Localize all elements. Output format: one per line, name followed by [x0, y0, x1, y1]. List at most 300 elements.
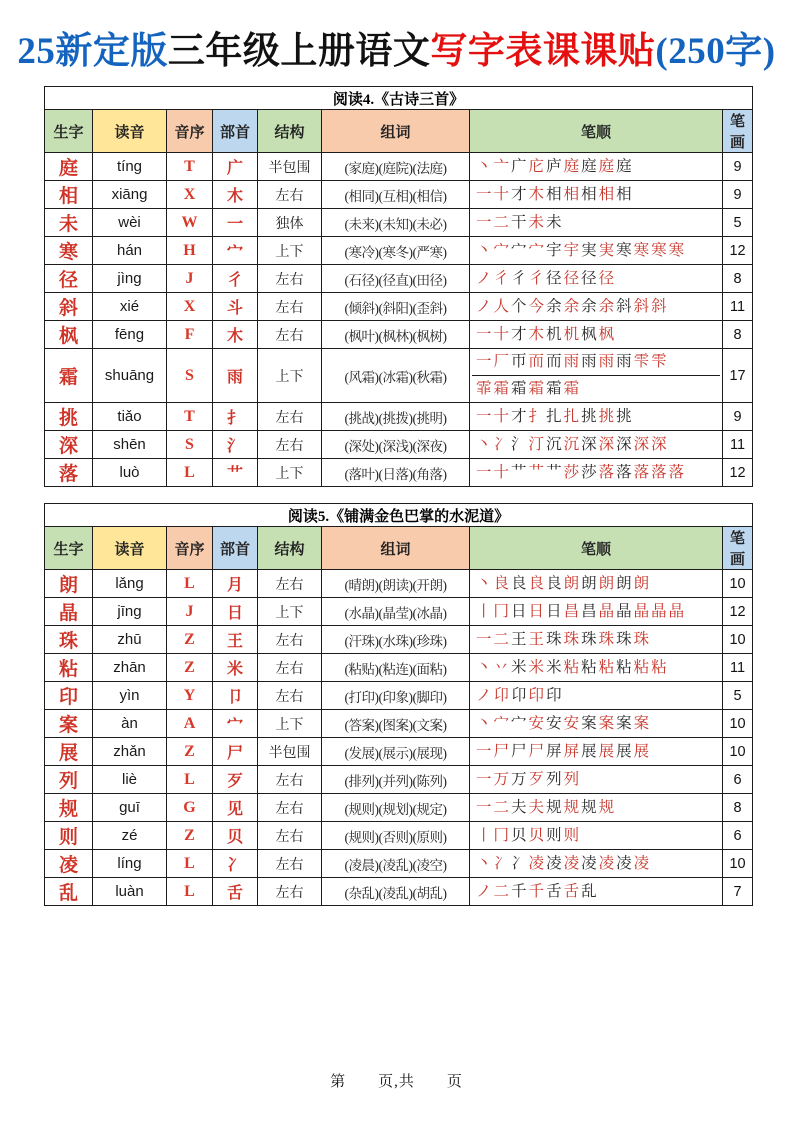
stroke-order-sequence: [472, 322, 720, 348]
stroke-step: 落: [668, 463, 687, 481]
stroke-step: 艹: [528, 463, 547, 481]
stroke-step: 二: [493, 798, 512, 816]
cell-initial: X: [167, 181, 213, 209]
cell-strokes: [470, 349, 723, 403]
character-row: [45, 822, 753, 850]
stroke-step: 展: [633, 742, 652, 760]
cell-structure: 左右: [258, 626, 322, 654]
stroke-step: 晶: [651, 602, 669, 620]
cell-strokes: [470, 850, 723, 878]
stroke-step: 凌: [563, 854, 582, 872]
cell-structure: 左右: [258, 654, 322, 682]
cell-char: 展: [45, 738, 93, 766]
stroke-order-sequence: [472, 879, 720, 905]
cell-words: (水晶)(晶莹)(冰晶): [322, 598, 470, 626]
stroke-step: 才: [511, 185, 529, 203]
cell-count: 10: [723, 710, 753, 738]
stroke-step: 良: [546, 574, 564, 592]
cell-count: 11: [723, 654, 753, 682]
stroke-step: 相: [546, 185, 564, 203]
cell-strokes: [470, 293, 723, 321]
character-row: [45, 738, 753, 766]
cell-pinyin: jìng: [93, 265, 167, 293]
stroke-step: 庭: [581, 157, 599, 175]
stroke-order-sequence: [472, 627, 720, 653]
character-row: [45, 766, 753, 794]
stroke-order-sequence: [472, 599, 720, 625]
stroke-step: 挑: [616, 407, 634, 425]
stroke-step: 十: [493, 325, 512, 343]
cell-radical: 氵: [213, 431, 258, 459]
cell-pinyin: luò: [93, 459, 167, 487]
cell-initial: H: [167, 237, 213, 265]
stroke-step: 寒: [668, 241, 687, 259]
cell-initial: Z: [167, 822, 213, 850]
cell-radical: 宀: [213, 237, 258, 265]
stroke-step: 深: [616, 435, 634, 453]
cell-radical: 见: [213, 794, 258, 822]
stroke-step: 冂: [493, 826, 512, 844]
cell-char: 径: [45, 265, 93, 293]
stroke-step: 案: [616, 714, 634, 732]
cell-radical: 宀: [213, 710, 258, 738]
cell-structure: 独体: [258, 209, 322, 237]
stroke-step: 凌: [528, 854, 547, 872]
stroke-step: 珠: [563, 630, 582, 648]
cell-structure: 左右: [258, 293, 322, 321]
cell-count: 12: [723, 598, 753, 626]
stroke-step: 丷: [493, 658, 512, 676]
stroke-step: 斜: [633, 297, 652, 315]
cell-count: 10: [723, 738, 753, 766]
stroke-step: 余: [546, 297, 564, 315]
stroke-order-sequence: [472, 294, 720, 320]
column-header-radical: 部首: [213, 110, 258, 153]
stroke-step: 雨: [581, 353, 599, 370]
stroke-step: 珠: [581, 630, 599, 648]
stroke-step: 朗: [581, 574, 599, 592]
cell-strokes: [470, 598, 723, 626]
stroke-step: 尸: [511, 742, 529, 760]
stroke-step: 寒: [651, 241, 669, 259]
cell-initial: T: [167, 153, 213, 181]
stroke-step: 雨: [616, 353, 634, 370]
stroke-step: 径: [563, 269, 582, 287]
stroke-step: 凌: [616, 854, 634, 872]
column-header-strokes: 笔顺: [470, 527, 723, 570]
cell-radical: 冫: [213, 850, 258, 878]
stroke-order-sequence: [472, 432, 720, 458]
cell-count: 10: [723, 570, 753, 598]
cell-pinyin: yìn: [93, 682, 167, 710]
stroke-step: 丶: [476, 241, 494, 259]
stroke-step: 粘: [581, 658, 599, 676]
stroke-step: 则: [546, 826, 564, 844]
cell-initial: L: [167, 570, 213, 598]
stroke-step: 而: [546, 353, 564, 370]
cell-count: 7: [723, 878, 753, 906]
cell-radical: 贝: [213, 822, 258, 850]
worksheet-table-1: [44, 86, 753, 487]
cell-char: 朗: [45, 570, 93, 598]
column-header-structure: 结构: [258, 110, 322, 153]
stroke-step: 一: [476, 770, 494, 788]
stroke-step: 粘: [598, 658, 617, 676]
cell-structure: 左右: [258, 181, 322, 209]
stroke-step: 万: [511, 770, 529, 788]
cell-structure: 上下: [258, 237, 322, 265]
cell-char: 相: [45, 181, 93, 209]
cell-pinyin: zhān: [93, 654, 167, 682]
cell-pinyin: jīng: [93, 598, 167, 626]
stroke-step: 卬: [511, 686, 529, 704]
cell-char: 落: [45, 459, 93, 487]
cell-strokes: [470, 403, 723, 431]
stroke-step: 相: [598, 185, 617, 203]
column-header-pinyin: 读音: [93, 527, 167, 570]
stroke-step: 宀: [528, 241, 547, 259]
table-caption: 阅读5.《铺满金色巴掌的水泥道》: [45, 504, 753, 527]
stroke-step: 寒: [616, 241, 634, 259]
cell-count: 9: [723, 153, 753, 181]
stroke-step: 规: [546, 798, 564, 816]
cell-char: 庭: [45, 153, 93, 181]
stroke-step: 径: [546, 269, 564, 287]
cell-structure: 左右: [258, 431, 322, 459]
cell-strokes: [470, 321, 723, 349]
stroke-step: 案: [633, 714, 652, 732]
cell-initial: J: [167, 598, 213, 626]
cell-words: (答案)(图案)(文案): [322, 710, 470, 738]
stroke-step: 米: [511, 658, 529, 676]
title-subject: 写字表课课贴: [430, 31, 656, 72]
stroke-step: 夫: [528, 798, 547, 816]
stroke-order-sequence: [472, 460, 720, 486]
cell-char: 印: [45, 682, 93, 710]
stroke-step: 十: [493, 407, 512, 425]
cell-char: 列: [45, 766, 93, 794]
table-caption: 阅读4.《古诗三首》: [45, 87, 753, 110]
cell-radical: 斗: [213, 293, 258, 321]
cell-radical: 雨: [213, 349, 258, 403]
stroke-order-sequence: [472, 404, 720, 430]
cell-char: 未: [45, 209, 93, 237]
cell-pinyin: àn: [93, 710, 167, 738]
stroke-step: 尸: [493, 742, 512, 760]
character-row: [45, 710, 753, 738]
stroke-step: ノ: [476, 269, 494, 287]
cell-strokes: [470, 794, 723, 822]
stroke-step: 歹: [528, 770, 547, 788]
page-footer: 第 页,共 页: [330, 1074, 463, 1090]
cell-char: 寒: [45, 237, 93, 265]
cell-structure: 左右: [258, 321, 322, 349]
cell-char: 斜: [45, 293, 93, 321]
stroke-order-sequence: [472, 154, 720, 180]
stroke-step: 米: [528, 658, 547, 676]
stroke-step: 朗: [598, 574, 617, 592]
stroke-step: 舌: [546, 882, 564, 900]
cell-strokes: [470, 153, 723, 181]
cell-structure: 上下: [258, 710, 322, 738]
stroke-step: 深: [598, 435, 617, 453]
stroke-order-sequence: [472, 266, 720, 292]
stroke-step: 安: [546, 714, 564, 732]
cell-strokes: [470, 181, 723, 209]
page-title: [0, 20, 793, 74]
stroke-step: 才: [511, 407, 529, 425]
cell-words: (深处)(深浅)(深夜): [322, 431, 470, 459]
column-header-initial: 音序: [167, 110, 213, 153]
cell-char: 霜: [45, 349, 93, 403]
cell-count: 8: [723, 321, 753, 349]
stroke-order-sequence: [472, 182, 720, 208]
stroke-step: 扎: [546, 407, 564, 425]
cell-pinyin: tiǎo: [93, 403, 167, 431]
stroke-step: 个: [511, 297, 529, 315]
stroke-step: 十: [493, 463, 512, 481]
stroke-order-sequence: [472, 683, 720, 709]
stroke-step: 莎: [563, 463, 582, 481]
title-grade: 三年级上册语文: [167, 31, 431, 72]
cell-pinyin: guī: [93, 794, 167, 822]
stroke-step: 丶: [476, 714, 494, 732]
cell-words: (石径)(径直)(田径): [322, 265, 470, 293]
stroke-step: 扌: [528, 407, 547, 425]
cell-char: 乱: [45, 878, 93, 906]
stroke-step: 相: [616, 185, 634, 203]
stroke-order-sequence: [472, 823, 720, 849]
cell-count: 6: [723, 822, 753, 850]
stroke-order-sequence: [472, 851, 720, 877]
cell-radical: 彳: [213, 265, 258, 293]
stroke-step: ノ: [476, 882, 494, 900]
stroke-step: 广: [511, 157, 529, 175]
stroke-step: 宇: [546, 241, 564, 259]
character-row: [45, 153, 753, 181]
stroke-step: 枫: [581, 325, 599, 343]
stroke-step: 艹: [546, 463, 564, 481]
stroke-step: 未: [546, 213, 564, 231]
cell-initial: J: [167, 265, 213, 293]
stroke-step: 艹: [511, 463, 529, 481]
cell-count: 9: [723, 181, 753, 209]
character-row: [45, 265, 753, 293]
stroke-step: 展: [581, 742, 599, 760]
stroke-order-sequence: [472, 739, 720, 765]
stroke-step: 凌: [546, 854, 564, 872]
worksheet-table-2: [44, 503, 753, 906]
stroke-step: 安: [563, 714, 582, 732]
stroke-step: 宀: [493, 714, 512, 732]
stroke-step: 雨: [563, 353, 582, 370]
cell-pinyin: shēn: [93, 431, 167, 459]
cell-words: (凌晨)(凌乱)(凌空): [322, 850, 470, 878]
stroke-step: 朗: [563, 574, 582, 592]
cell-pinyin: wèi: [93, 209, 167, 237]
cell-strokes: [470, 431, 723, 459]
stroke-step: 庀: [528, 157, 547, 175]
stroke-step: 规: [563, 798, 582, 816]
cell-structure: 左右: [258, 766, 322, 794]
stroke-step: 一: [476, 630, 494, 648]
cell-pinyin: zé: [93, 822, 167, 850]
stroke-step: 丶: [476, 854, 494, 872]
stroke-step: 人: [493, 297, 512, 315]
cell-char: 挑: [45, 403, 93, 431]
stroke-step: 余: [598, 297, 617, 315]
stroke-step: 案: [581, 714, 599, 732]
character-row: [45, 403, 753, 431]
stroke-step: 彳: [511, 269, 529, 287]
character-row: [45, 794, 753, 822]
cell-count: 12: [723, 237, 753, 265]
cell-pinyin: shuāng: [93, 349, 167, 403]
stroke-step: 斜: [616, 297, 634, 315]
stroke-step: 径: [581, 269, 599, 287]
stroke-step: 展: [598, 742, 617, 760]
stroke-step: 未: [528, 213, 547, 231]
stroke-step: 木: [528, 325, 547, 343]
character-row: [45, 237, 753, 265]
stroke-step: 丨: [476, 602, 494, 620]
cell-char: 规: [45, 794, 93, 822]
stroke-step: 珠: [616, 630, 634, 648]
stroke-step: ノ: [476, 297, 494, 315]
stroke-step: 尸: [528, 742, 547, 760]
cell-strokes: [470, 654, 723, 682]
cell-words: (规则)(规划)(规定): [322, 794, 470, 822]
column-header-initial: 音序: [167, 527, 213, 570]
stroke-step: 贝: [528, 826, 547, 844]
stroke-step: 日: [528, 602, 547, 620]
stroke-step: 晶: [668, 602, 687, 620]
cell-count: 10: [723, 850, 753, 878]
stroke-step: 厂: [493, 353, 512, 370]
cell-initial: L: [167, 850, 213, 878]
character-row: [45, 598, 753, 626]
cell-radical: 月: [213, 570, 258, 598]
stroke-step: 霜: [546, 380, 564, 397]
cell-structure: 左右: [258, 794, 322, 822]
stroke-step: 凌: [633, 854, 652, 872]
cell-radical: 木: [213, 321, 258, 349]
cell-words: (粘贴)(粘连)(面粘): [322, 654, 470, 682]
stroke-order-sequence: [472, 767, 720, 793]
cell-pinyin: zhū: [93, 626, 167, 654]
stroke-step: 帀: [511, 353, 529, 370]
cell-count: 9: [723, 403, 753, 431]
stroke-step: 庭: [563, 157, 582, 175]
stroke-step: 印: [528, 686, 547, 704]
stroke-step: 落: [598, 463, 617, 481]
title-edition: 25新定版: [17, 31, 168, 72]
stroke-step: 彳: [528, 269, 547, 287]
stroke-step: 昌: [581, 602, 599, 620]
stroke-step: 挑: [598, 407, 617, 425]
stroke-step: 舌: [563, 882, 582, 900]
stroke-step: 夫: [511, 798, 529, 816]
cell-radical: 卩: [213, 682, 258, 710]
stroke-step: 相: [581, 185, 599, 203]
stroke-step: 宀: [511, 241, 529, 259]
cell-words: (未来)(未知)(未必): [322, 209, 470, 237]
stroke-step: 氵: [511, 435, 529, 453]
cell-structure: 左右: [258, 265, 322, 293]
stroke-step: 一: [476, 463, 494, 481]
title-count: (250字): [655, 31, 776, 72]
stroke-step: 莎: [581, 463, 599, 481]
cell-words: (枫叶)(枫林)(枫树): [322, 321, 470, 349]
cell-structure: 上下: [258, 349, 322, 403]
column-header-radical: 部首: [213, 527, 258, 570]
stroke-step: 二: [493, 213, 512, 231]
stroke-step: 王: [528, 630, 547, 648]
cell-pinyin: hán: [93, 237, 167, 265]
cell-strokes: [470, 878, 723, 906]
cell-radical: 舌: [213, 878, 258, 906]
cell-initial: Z: [167, 738, 213, 766]
stroke-step: 屏: [563, 742, 582, 760]
stroke-step: 今: [528, 297, 547, 315]
cell-char: 则: [45, 822, 93, 850]
cell-initial: S: [167, 431, 213, 459]
cell-pinyin: luàn: [93, 878, 167, 906]
stroke-step: 展: [616, 742, 634, 760]
stroke-step: 寒: [633, 241, 652, 259]
stroke-step: 机: [546, 325, 564, 343]
stroke-step: 余: [581, 297, 599, 315]
stroke-step: 彳: [493, 269, 512, 287]
column-header-words: 组词: [322, 527, 470, 570]
character-row: [45, 181, 753, 209]
stroke-step: 余: [563, 297, 582, 315]
stroke-step: 而: [528, 353, 547, 370]
cell-words: (杂乱)(凌乱)(胡乱): [322, 878, 470, 906]
stroke-step: 乱: [581, 882, 599, 900]
stroke-step: 良: [493, 574, 512, 592]
column-header-count: 笔画: [723, 527, 753, 570]
cell-radical: 歹: [213, 766, 258, 794]
stroke-step: 一: [476, 213, 494, 231]
character-row: [45, 321, 753, 349]
stroke-step: 雫: [651, 353, 669, 370]
cell-strokes: [470, 682, 723, 710]
cell-char: 粘: [45, 654, 93, 682]
cell-initial: Z: [167, 626, 213, 654]
stroke-step: 宇: [563, 241, 582, 259]
cell-structure: 半包围: [258, 738, 322, 766]
stroke-step: 宀: [493, 241, 512, 259]
cell-initial: W: [167, 209, 213, 237]
character-row: [45, 626, 753, 654]
stroke-step: 霜: [528, 380, 547, 397]
stroke-step: 凌: [598, 854, 617, 872]
stroke-step: 晶: [598, 602, 617, 620]
cell-strokes: [470, 237, 723, 265]
stroke-step: 粘: [563, 658, 582, 676]
stroke-step: 斜: [651, 297, 669, 315]
cell-char: 枫: [45, 321, 93, 349]
stroke-step: 枫: [598, 325, 617, 343]
cell-count: 17: [723, 349, 753, 403]
stroke-step: 粘: [616, 658, 634, 676]
stroke-step: 深: [581, 435, 599, 453]
stroke-step: 规: [598, 798, 617, 816]
stroke-step: 一: [476, 325, 494, 343]
cell-initial: T: [167, 403, 213, 431]
stroke-step: 雨: [598, 353, 617, 370]
